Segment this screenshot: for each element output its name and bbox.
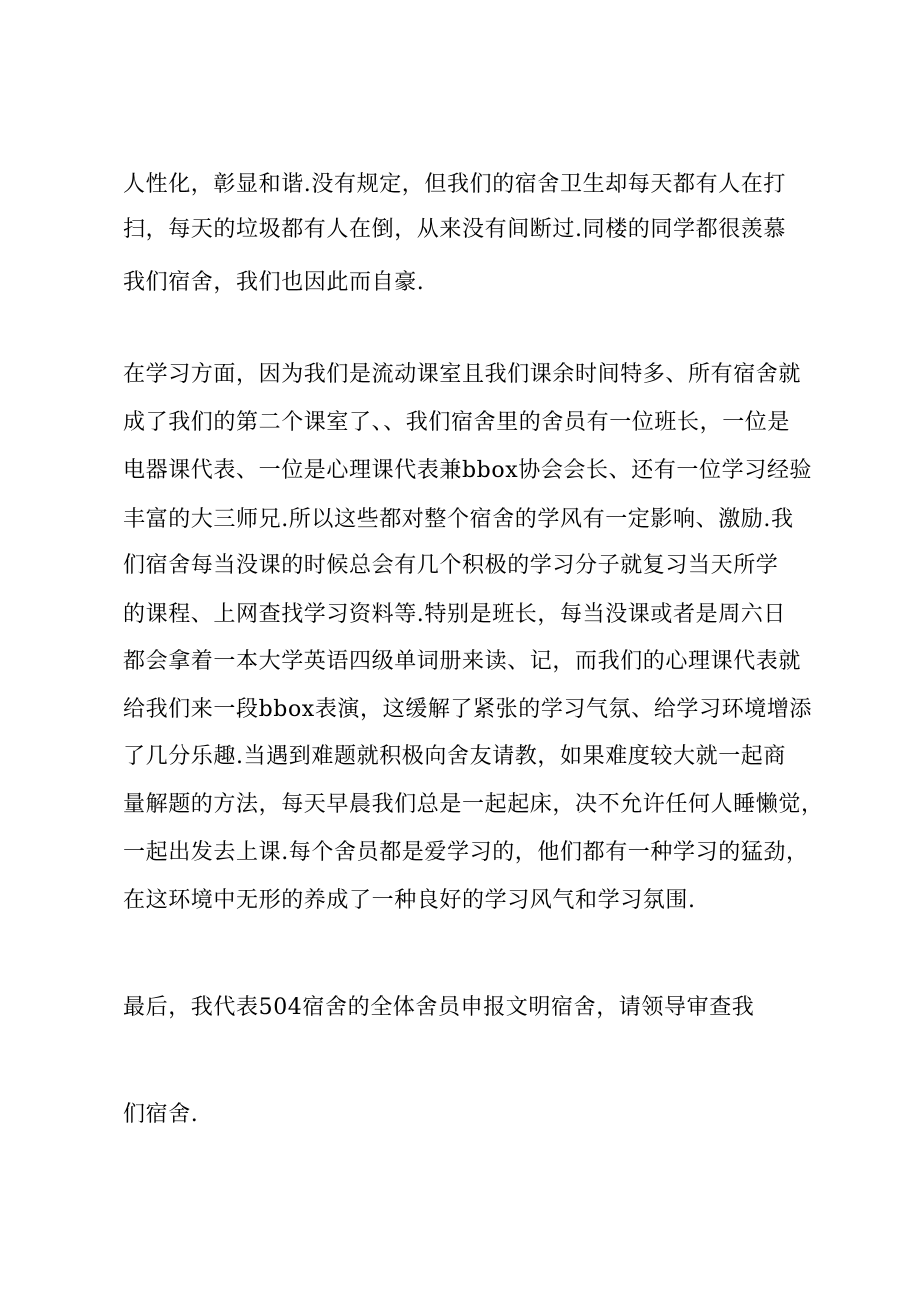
text-line: 们宿舍. [123,1102,199,1127]
text-line: 扫，每天的垃圾都有人在倒，从来没有间断过.同楼的同学都很羡慕 [123,217,786,242]
text-line: 人性化，彰显和谐.没有规定，但我们的宿舍卫生却每天都有人在打 [123,172,786,197]
text-line: 在这环境中无形的养成了一种良好的学习风气和学习氛围. [123,888,696,913]
text-line: 我们宿舍，我们也因此而自豪. [123,270,425,295]
text-line: 在学习方面，因为我们是流动课室且我们课余时间特多、所有宿舍就 [123,362,802,387]
text-line: 给我们来一段bbox表演，这缓解了紧张的学习气氛、给学习环境增添 [123,697,813,722]
text-line: 了几分乐趣.当遇到难题就积极向舍友请教，如果难度较大就一起商 [123,744,786,769]
text-line: 都会拿着一本大学英语四级单词册来读、记，而我们的心理课代表就 [123,649,802,674]
text-line: 成了我们的第二个课室了、、我们宿舍里的舍员有一位班长，一位是 [123,410,791,435]
text-line: 丰富的大三师兄.所以这些都对整个宿舍的学风有一定影响、激励.我 [123,507,794,532]
text-line: 的课程、上网查找学习资料等.特别是班长，每当没课或者是周六日 [123,602,786,627]
text-line: 一起出发去上课.每个舍员都是爱学习的，他们都有一种学习的猛劲， [123,840,809,865]
text-line: 们宿舍每当没课的时候总会有几个积极的学习分子就复习当天所学 [123,553,779,578]
text-line: 电器课代表、一位是心理课代表兼bbox协会会长、还有一位学习经验 [123,458,813,483]
text-line: 量解题的方法，每天早晨我们总是一起起床，决不允许任何人睡懒觉， [123,792,824,817]
text-line: 最后，我代表504宿舍的全体舍员申报文明宿舍，请领导审查我 [123,995,755,1020]
